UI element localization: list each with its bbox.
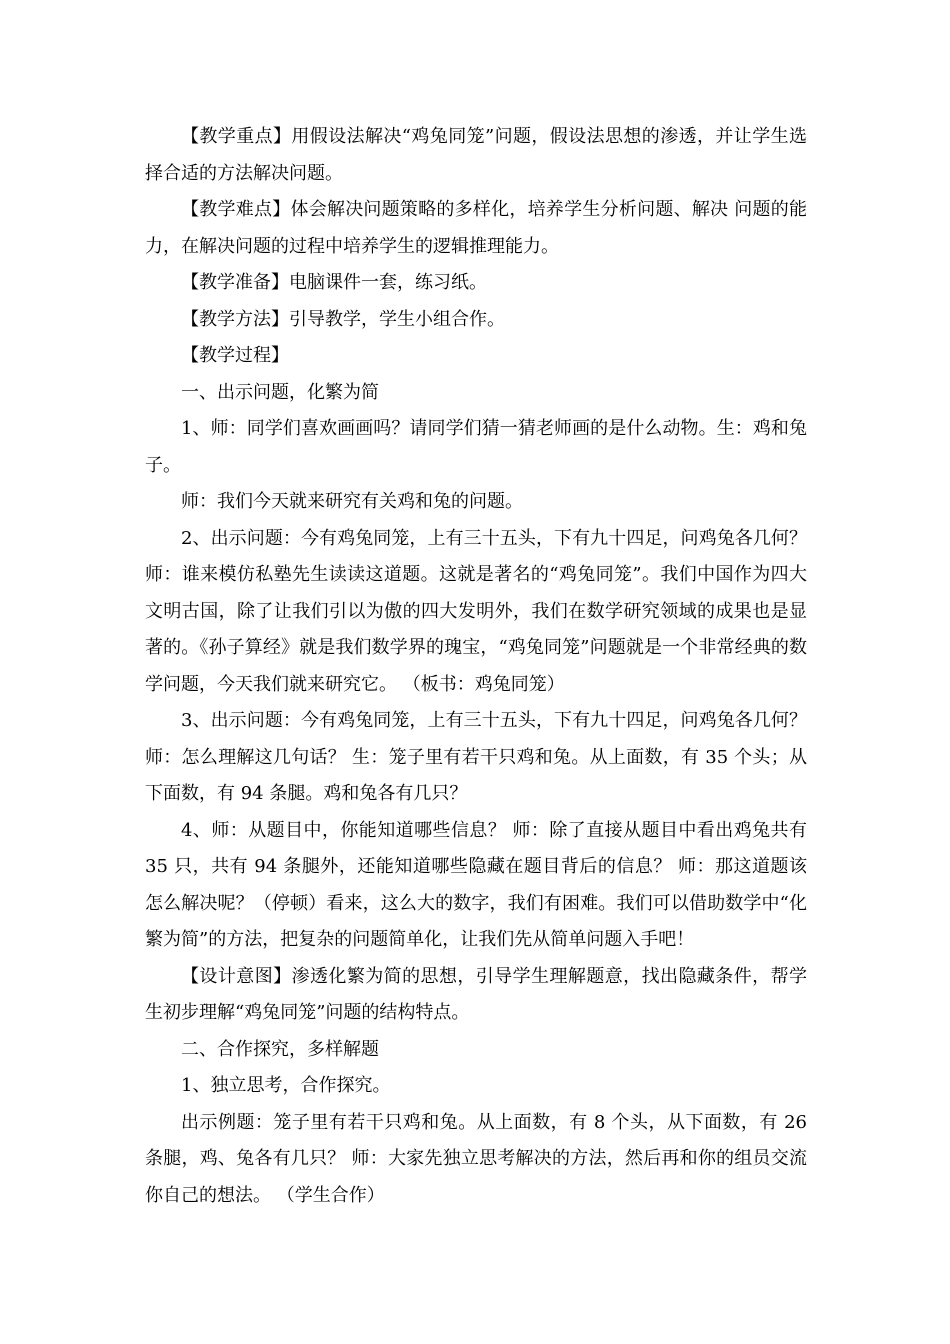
paragraph-teaching-process-heading: 【教学过程】 xyxy=(181,345,289,366)
paragraph-step-2: 2、出示问题：今有鸡兔同笼，上有三十五头，下有九十四足，问鸡兔各几何？ 师：谁来模仿私塾先生读读这道题。这就是著名的“鸡兔同笼”。我们中国作为四大文明古国，除了让我们引以为傲的四大发明外，我们在数学研究领域的成果也是显著的。《孙子算经》就是我们数学界的瑰宝，“鸡兔同笼”问题就是一个非常经典的数学问题，今天我们就来研究它。 （板书：鸡兔同笼） xyxy=(145,527,807,695)
section-heading-2: 二、合作探究，多样解题 xyxy=(181,1038,379,1060)
paragraph-teaching-difficulty: 【教学难点】体会解决问题策略的多样化，培养学生分析问题、解决 问题的能力，在解决问题的过程中培养学生的逻辑推理能力。 xyxy=(145,199,807,257)
paragraph-independent-thinking: 1、独立思考，合作探究。 xyxy=(181,1075,391,1096)
paragraph-design-intent: 【设计意图】渗透化繁为简的思想，引导学生理解题意，找出隐藏条件，帮学生初步理解“鸡兔同笼”问题的结构特点。 xyxy=(145,965,807,1023)
paragraph-step-4: 4、师：从题目中，你能知道哪些信息？ 师：除了直接从题目中看出鸡兔共有 35 只，共有 94 条腿外，还能知道哪些隐藏在题目背后的信息？ 师：那这道题该怎么解决呢？（停顿）看来，这么大的数字，我们有困难。我们可以借助数学中“化繁为简”的方法，把复杂的问题简单化，让我们先从简单问题入手吧！ xyxy=(145,819,807,950)
paragraph-teaching-preparation: 【教学准备】电脑课件一套，练习纸。 xyxy=(181,272,487,293)
section-heading-1: 一、出示问题，化繁为简 xyxy=(181,381,379,403)
paragraph-step-3: 3、出示问题：今有鸡兔同笼，上有三十五头，下有九十四足，问鸡兔各几何？ 师：怎么理解这几句话？ 生：笼子里有若干只鸡和兔。从上面数，有 35 个头；从下面数，有 94 条腿。鸡和兔各有几只？ xyxy=(145,710,807,804)
paragraph-teacher-intro: 师：我们今天就来研究有关鸡和兔的问题。 xyxy=(181,491,523,512)
paragraph-teaching-focus: 【教学重点】用假设法解决“鸡兔同笼”问题，假设法思想的渗透，并让学生选择合适的方法解决问题。 xyxy=(145,126,807,184)
paragraph-step-1: 1、师：同学们喜欢画画吗？请同学们猜一猜老师画的是什么动物。生：鸡和兔子。 xyxy=(145,418,807,476)
document-body xyxy=(145,119,807,1214)
paragraph-teaching-method: 【教学方法】引导教学，学生小组合作。 xyxy=(181,308,505,330)
paragraph-example-problem: 出示例题：笼子里有若干只鸡和兔。从上面数，有 8 个头，从下面数，有 26 条腿，鸡、兔各有几只？ 师：大家先独立思考解决的方法，然后再和你的组员交流你自己的想法。 （学生合作） xyxy=(145,1111,807,1206)
